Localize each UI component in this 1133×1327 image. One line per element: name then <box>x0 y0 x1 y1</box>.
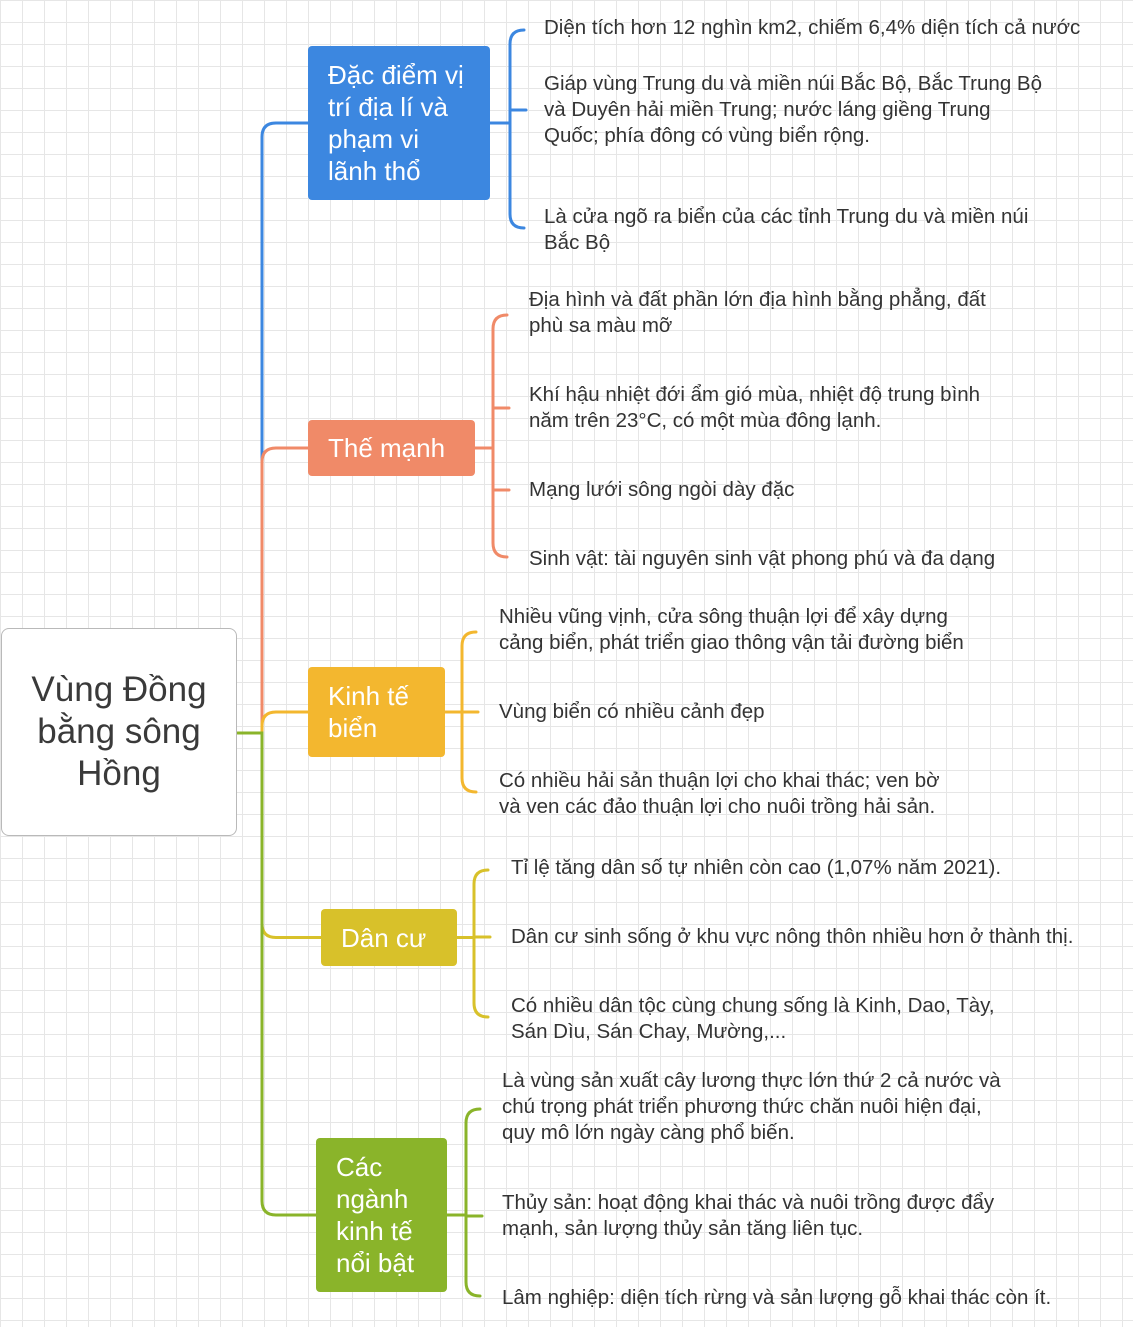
main-topic-5[interactable] <box>316 1138 447 1292</box>
subtopic-4-1[interactable]: Tỉ lệ tăng dân số tự nhiên còn cao (1,07% năm 2021). <box>511 856 1002 879</box>
subtopic-bracket-2 <box>493 315 507 557</box>
subtopic-5-1[interactable]: Là vùng sản xuất cây lương thực lớn thứ 2 cả nước và chú trọng phát triển phương thức chăn nuôi hiện đại, quy mô lớn ngày càng phổ biến. <box>502 1069 1001 1144</box>
main-topic-label: Dân cư <box>341 922 427 953</box>
subtopic-bracket-3 <box>462 632 476 792</box>
main-topic-1[interactable] <box>308 46 490 200</box>
subtopic-2-1[interactable]: Địa hình và đất phần lớn địa hình bằng phẳng, đất phù sa màu mỡ <box>529 288 986 337</box>
subtopic-4-3[interactable]: Có nhiều dân tộc cùng chung sống là Kinh, Dao, Tày, Sán Dìu, Sán Chay, Mường,... <box>511 994 995 1043</box>
subtopic-1-1[interactable]: Diện tích hơn 12 nghìn km2, chiếm 6,4% diện tích cả nước <box>544 16 1081 39</box>
branch-link-1 <box>238 123 308 733</box>
subtopic-3-3[interactable]: Có nhiều hải sản thuận lợi cho khai thác; ven bờ và ven các đảo thuận lợi cho nuôi trồng hải sản. <box>499 769 940 818</box>
main-topic-label: Kinh tế biển <box>328 681 409 743</box>
subtopic-3-2[interactable]: Vùng biển có nhiều cảnh đẹp <box>499 700 765 723</box>
main-topic-label: Thế mạnh <box>328 433 446 463</box>
main-topic-label: Đặc điểm vị trí địa lí và phạm vi lãnh thổ <box>328 60 464 186</box>
main-topic-2[interactable] <box>308 420 475 476</box>
branch-link-5 <box>238 733 316 1215</box>
subtopic-2-4[interactable]: Sinh vật: tài nguyên sinh vật phong phú và đa dạng <box>529 547 996 570</box>
central-topic-label: Vùng Đồng bằng sông Hồng <box>31 670 207 793</box>
subtopic-4-2[interactable]: Dân cư sinh sống ở khu vực nông thôn nhiều hơn ở thành thị. <box>511 925 1074 948</box>
main-topic-4[interactable] <box>321 909 457 966</box>
subtopic-bracket-5 <box>466 1109 480 1296</box>
subtopic-1-2[interactable]: Giáp vùng Trung du và miền núi Bắc Bộ, Bắc Trung Bộ và Duyên hải miền Trung; nước láng giềng Trung Quốc; phía đông có vùng biển rộng. <box>544 72 1042 147</box>
main-topic-label: Các ngành kinh tế nổi bật <box>336 1152 415 1278</box>
branch-link-4 <box>238 733 321 938</box>
subtopic-2-3[interactable]: Mạng lưới sông ngòi dày đặc <box>529 478 795 501</box>
subtopic-5-2[interactable]: Thủy sản: hoạt động khai thác và nuôi trồng được đẩy mạnh, sản lượng thủy sản tăng liên tục. <box>502 1191 995 1240</box>
main-topic-3[interactable] <box>308 667 445 757</box>
subtopic-2-2[interactable]: Khí hậu nhiệt đới ẩm gió mùa, nhiệt độ trung bình năm trên 23°C, có một mùa đông lạnh. <box>529 383 981 432</box>
branch-link-2 <box>238 448 308 733</box>
subtopic-bracket-4 <box>474 870 488 1017</box>
subtopic-5-3[interactable]: Lâm nghiệp: diện tích rừng và sản lượng gỗ khai thác còn ít. <box>502 1286 1052 1309</box>
central-topic[interactable] <box>1 628 237 836</box>
branch-link-3 <box>238 712 308 733</box>
subtopic-1-3[interactable]: Là cửa ngõ ra biển của các tỉnh Trung du và miền núi Bắc Bộ <box>544 205 1029 254</box>
subtopic-3-1[interactable]: Nhiều vũng vịnh, cửa sông thuận lợi để xây dựng cảng biển, phát triển giao thông vận tải đường biển <box>499 605 964 654</box>
subtopic-bracket-1 <box>510 30 524 228</box>
